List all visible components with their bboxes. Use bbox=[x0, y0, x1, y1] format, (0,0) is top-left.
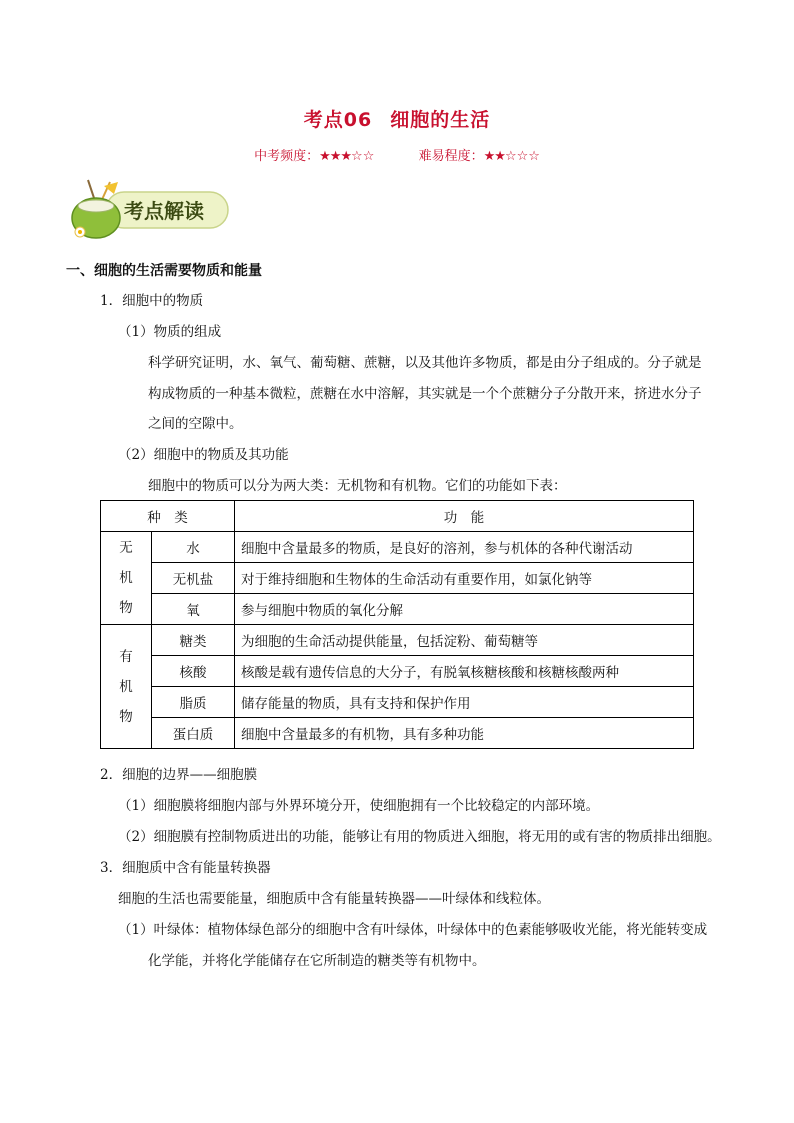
freq-label: 中考频度： bbox=[254, 149, 320, 164]
paragraph-line: （1）叶绿体：植物体绿色部分的细胞中含有叶绿体，叶绿体中的色素能够吸收光能，将光能转变成 bbox=[118, 922, 708, 938]
meta-line bbox=[0, 145, 794, 164]
diff-stars-empty: ☆☆☆ bbox=[504, 149, 540, 164]
substance-name: 脂质 bbox=[152, 687, 235, 718]
paragraph-line: （2）细胞膜有控制物质进出的功能，能够让有用的物质进入细胞，将无用的或有害的物质排出细胞。 bbox=[118, 829, 721, 845]
table-row bbox=[101, 594, 694, 625]
substance-name: 糖类 bbox=[152, 625, 235, 656]
category-char: 机 bbox=[119, 678, 133, 695]
table-row bbox=[101, 563, 694, 594]
header-kind: 种 类 bbox=[101, 501, 235, 532]
substance-table bbox=[100, 500, 694, 749]
paragraph-line: 之间的空隙中。 bbox=[148, 416, 243, 432]
substance-name: 氧 bbox=[152, 594, 235, 625]
substance-function: 为细胞的生命活动提供能量，包括淀粉、葡萄糖等 bbox=[235, 625, 694, 656]
section-badge bbox=[66, 178, 236, 240]
coconut-badge-icon bbox=[66, 178, 236, 240]
subheading-1-2: （2）细胞中的物质及其功能 bbox=[118, 447, 289, 463]
subheading-1-1: （1）物质的组成 bbox=[118, 324, 222, 340]
category-inorganic bbox=[101, 532, 152, 625]
page-title bbox=[0, 105, 794, 132]
substance-name: 水 bbox=[152, 532, 235, 563]
substance-function: 储存能量的物质，具有支持和保护作用 bbox=[235, 687, 694, 718]
substance-function: 对于维持细胞和生物体的生命活动有重要作用，如氯化钠等 bbox=[235, 563, 694, 594]
title-code: 考点06 bbox=[303, 109, 373, 131]
freq-stars-filled: ★★★ bbox=[319, 149, 352, 164]
paragraph-line: （1）细胞膜将细胞内部与外界环境分开，使细胞拥有一个比较稳定的内部环境。 bbox=[118, 798, 600, 814]
substance-name: 核酸 bbox=[152, 656, 235, 687]
paragraph-line: 构成物质的一种基本微粒，蔗糖在水中溶解，其实就是一个个蔗糖分子分散开来，挤进水分子 bbox=[148, 386, 702, 402]
substance-function: 细胞中含量最多的有机物，具有多种功能 bbox=[235, 718, 694, 749]
badge-text: 考点解读 bbox=[124, 199, 204, 223]
category-char: 物 bbox=[119, 708, 133, 725]
diff-stars-filled: ★★ bbox=[483, 149, 505, 164]
substance-function: 核酸是载有遗传信息的大分子，有脱氧核糖核酸和核糖核酸两种 bbox=[235, 656, 694, 687]
table-header-row bbox=[101, 501, 694, 532]
category-char: 有 bbox=[119, 648, 133, 665]
subheading-3: 3．细胞质中含有能量转换器 bbox=[100, 860, 271, 876]
table-row bbox=[101, 687, 694, 718]
table-row bbox=[101, 656, 694, 687]
table-intro: 细胞中的物质可以分为两大类：无机物和有机物。它们的功能如下表： bbox=[148, 478, 567, 494]
table-row bbox=[101, 718, 694, 749]
category-char: 物 bbox=[119, 600, 133, 616]
subheading-1: 1．细胞中的物质 bbox=[100, 293, 204, 309]
substance-function: 参与细胞中物质的氧化分解 bbox=[235, 594, 694, 625]
paragraph-line: 科学研究证明，水、氧气、葡萄糖、蔗糖，以及其他许多物质，都是由分子组成的。分子就是 bbox=[148, 355, 702, 371]
paragraph-line: 化学能，并将化学能储存在它所制造的糖类等有机物中。 bbox=[148, 953, 486, 969]
category-char: 机 bbox=[119, 570, 133, 586]
diff-label: 难易程度： bbox=[418, 149, 484, 164]
category-organic bbox=[101, 625, 152, 749]
table-row bbox=[101, 532, 694, 563]
section-heading: 一、细胞的生活需要物质和能量 bbox=[66, 263, 262, 279]
substance-function: 细胞中含量最多的物质，是良好的溶剂，参与机体的各种代谢活动 bbox=[235, 532, 694, 563]
paragraph-line: 细胞的生活也需要能量，细胞质中含有能量转换器——叶绿体和线粒体。 bbox=[118, 891, 550, 907]
header-function: 功 能 bbox=[235, 501, 694, 532]
table-row bbox=[101, 625, 694, 656]
substance-name: 蛋白质 bbox=[152, 718, 235, 749]
title-name: 细胞的生活 bbox=[390, 109, 491, 131]
category-char: 无 bbox=[119, 540, 133, 556]
subheading-2: 2．细胞的边界——细胞膜 bbox=[100, 767, 258, 783]
substance-name: 无机盐 bbox=[152, 563, 235, 594]
freq-stars-empty: ☆☆ bbox=[351, 149, 375, 164]
